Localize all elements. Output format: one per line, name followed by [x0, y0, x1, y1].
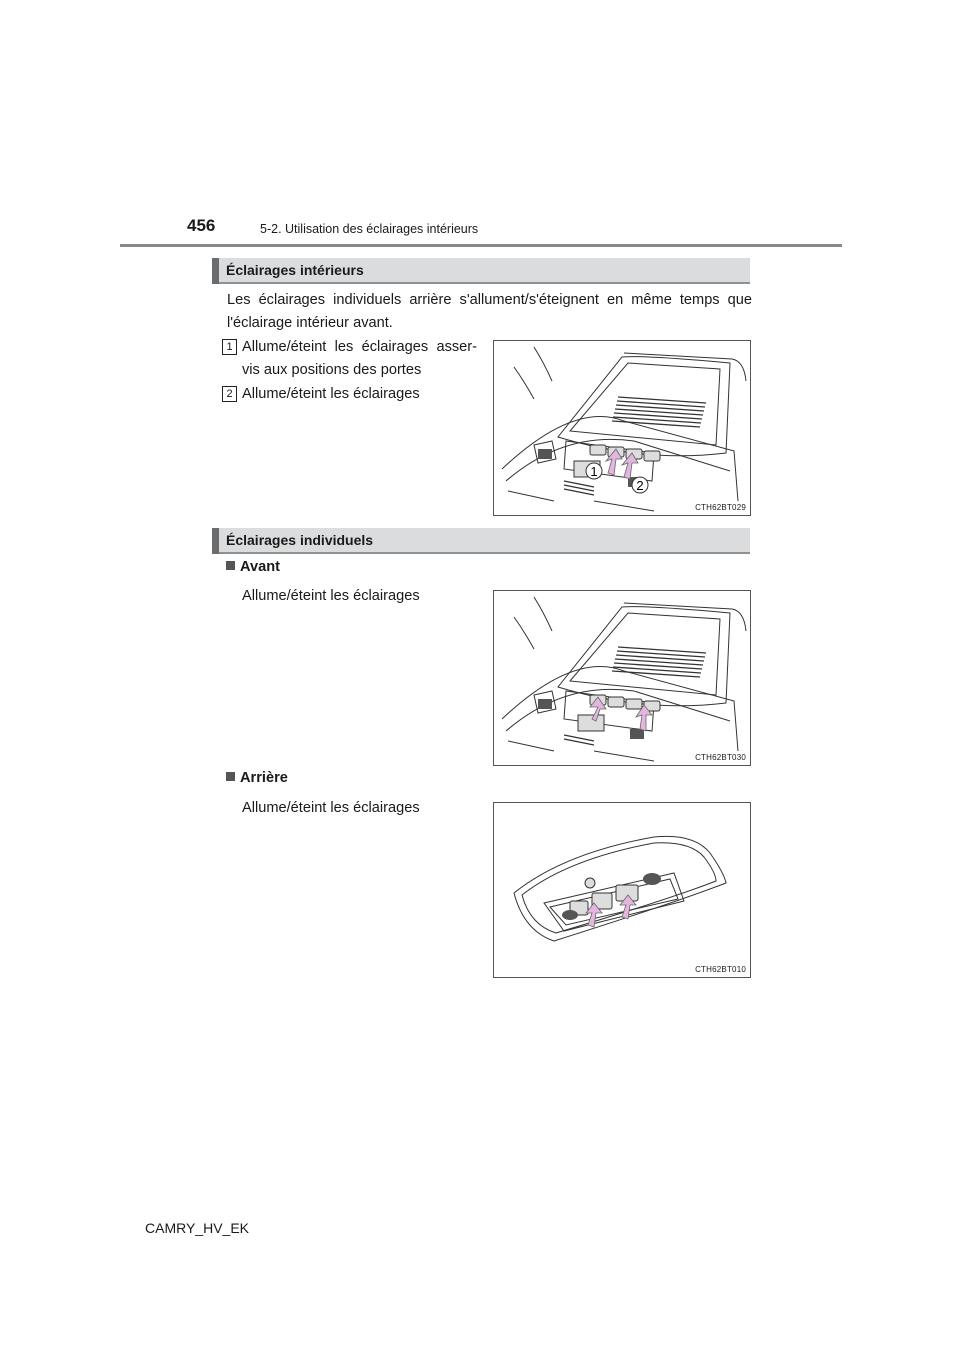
- front-description: Allume/éteint les éclairages: [242, 588, 420, 604]
- left-spot-light: [538, 699, 552, 709]
- square-bullet-icon: [226, 561, 235, 570]
- lens-grille: [612, 647, 706, 677]
- rear-console-illustration: [494, 803, 750, 977]
- rear-description: Allume/éteint les éclairages: [242, 800, 420, 816]
- rear-subheading-text: Arrière: [240, 770, 288, 786]
- model-code: CAMRY_HV_EK: [145, 1220, 250, 1236]
- front-lights-figure: [493, 590, 751, 766]
- vent-grille: [564, 481, 594, 495]
- item-2-line-1: Allume/éteint les éclairages: [242, 386, 420, 402]
- figure-code: CTH62BT030: [695, 753, 746, 762]
- header-divider: [120, 244, 842, 247]
- figure-code: CTH62BT010: [695, 965, 746, 974]
- lens-grille: [612, 397, 706, 427]
- item-1-line-2: vis aux positions des portes: [242, 362, 422, 378]
- callout-2: 2: [636, 478, 644, 493]
- intro-line-1: Les éclairages individuels arrière s'allument/s'éteignent en même temps que: [227, 292, 752, 308]
- rear-right-light: [643, 873, 661, 885]
- front-console-illustration: [494, 591, 750, 765]
- front-subheading: [226, 559, 280, 575]
- rear-lights-figure: [493, 802, 751, 978]
- front-subheading-text: Avant: [240, 559, 281, 575]
- figure-code: CTH62BT029: [695, 503, 746, 512]
- rear-subheading: [226, 770, 288, 786]
- interior-lights-heading-band: [212, 258, 750, 284]
- heading-marker: [212, 258, 219, 284]
- heading-marker: [212, 528, 219, 554]
- rear-left-light: [562, 910, 578, 920]
- vent-grille: [564, 735, 594, 745]
- item-marker-2: 2: [222, 386, 237, 402]
- interior-lights-heading: Éclairages intérieurs: [226, 262, 364, 278]
- left-spot-light: [538, 449, 552, 459]
- page-number: 456: [187, 216, 216, 235]
- item-1-line-1: Allume/éteint les éclairages asser-: [242, 339, 477, 355]
- overhead-console-illustration: [494, 341, 750, 515]
- individual-lights-heading-band: [212, 528, 750, 554]
- square-bullet-icon: [226, 772, 235, 781]
- interior-lights-figure: [493, 340, 751, 516]
- section-title: 5-2. Utilisation des éclairages intérieurs: [260, 222, 479, 236]
- right-spot-light: [630, 729, 644, 739]
- individual-lights-heading: Éclairages individuels: [226, 532, 374, 548]
- callout-1: 1: [590, 464, 598, 479]
- item-marker-1: 1: [222, 339, 237, 355]
- intro-line-2: l'éclairage intérieur avant.: [227, 315, 393, 331]
